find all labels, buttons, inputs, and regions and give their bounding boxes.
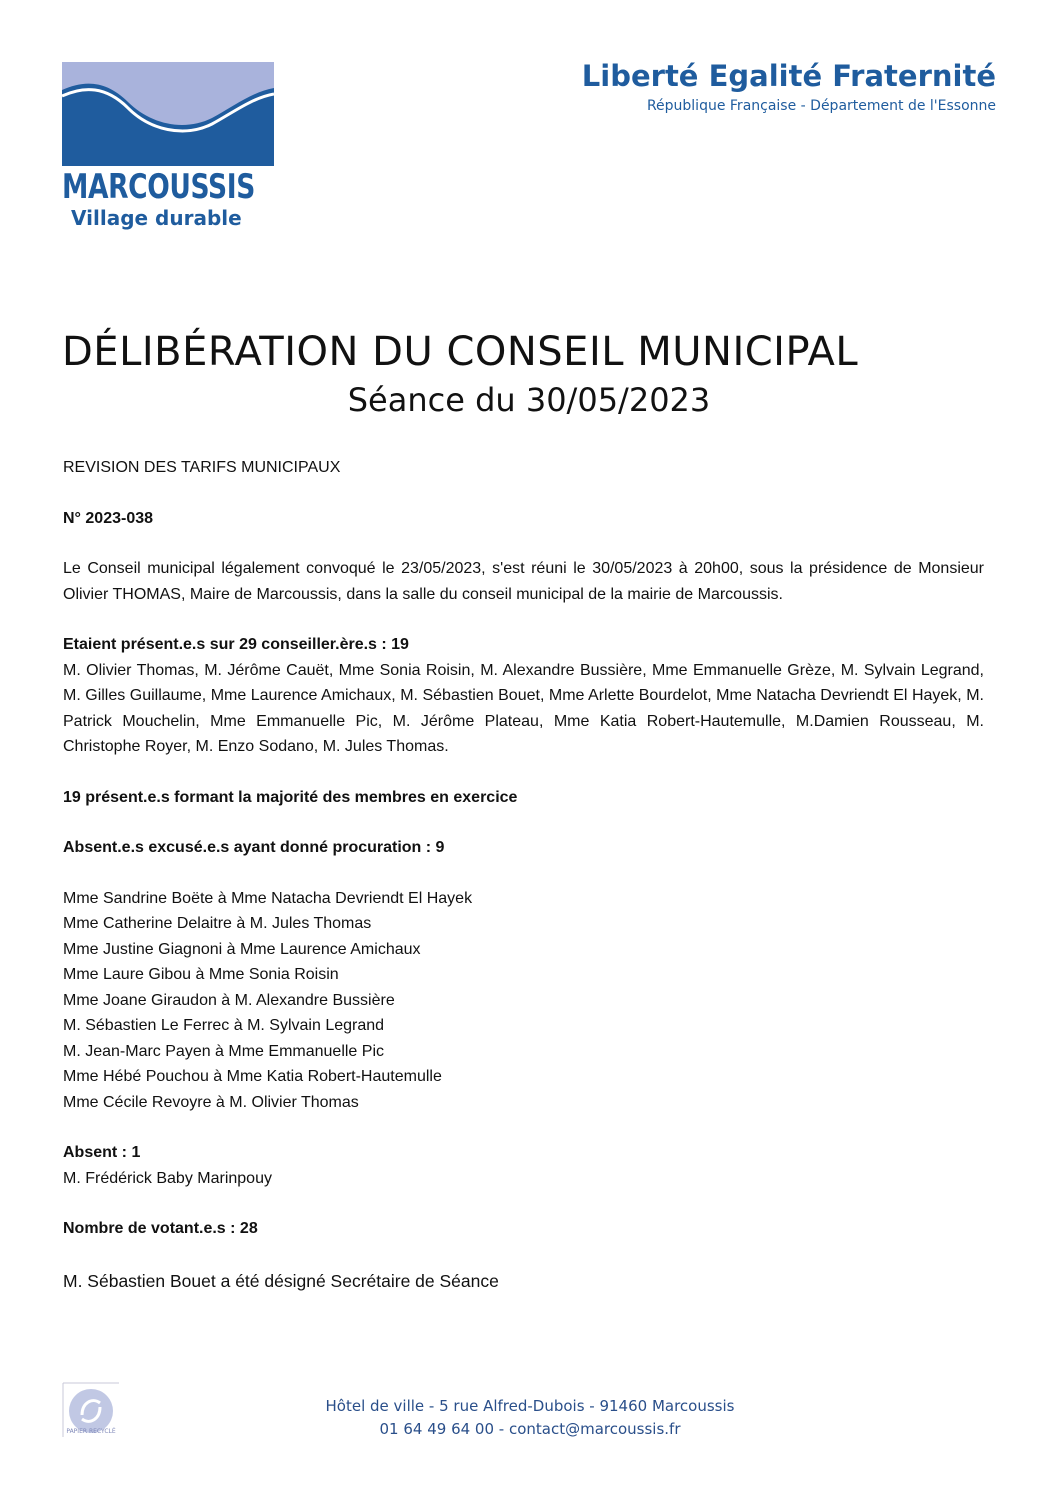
republic-motto	[582, 58, 996, 116]
secretary-designation: M. Sébastien Bouet a été désigné Secrétaire de Séance	[63, 1270, 499, 1291]
voters-count: Nombre de votant.e.s : 28	[63, 1220, 258, 1237]
recycled-paper-icon	[62, 1381, 120, 1439]
list-item: Mme Joane Giraudon à M. Alexandre Bussière	[63, 991, 395, 1009]
majority-statement: 19 présent.e.s formant la majorité des membres en exercice	[63, 788, 518, 806]
logo-town-name: MARCOUSSIS	[62, 167, 255, 207]
list-item: Mme Catherine Delaitre à M. Jules Thomas	[63, 915, 372, 932]
motto-main: Liberté Egalité Fraternité	[581, 59, 996, 93]
deliberation-number: N° 2023-038	[63, 509, 154, 527]
excused-heading: Absent.e.s excusé.e.s ayant donné procuration : 9	[63, 839, 445, 856]
list-item: Mme Sandrine Boëte à Mme Natacha Devriendt El Hayek	[63, 889, 473, 907]
footer	[290, 1395, 770, 1441]
motto-sub: République Française - Département de l'Essonne	[646, 98, 996, 114]
logo-tagline: Village durable	[71, 206, 242, 230]
town-logo	[62, 62, 276, 230]
absent-heading: Absent : 1	[63, 1144, 141, 1161]
list-item: Mme Laure Gibou à Mme Sonia Roisin	[63, 966, 339, 983]
list-item: M. Sébastien Le Ferrec à M. Sylvain Legrand	[63, 1017, 385, 1034]
session-date: Séance du 30/05/2023	[347, 381, 711, 419]
footer-address: Hôtel de ville - 5 rue Alfred-Dubois - 91460 Marcoussis	[325, 1397, 735, 1415]
present-heading: Etaient présent.e.s sur 29 conseiller.ère.s : 19	[63, 636, 409, 653]
list-item: M. Jean-Marc Payen à Mme Emmanuelle Pic	[63, 1042, 384, 1060]
present-list: M. Olivier Thomas, M. Jérôme Cauët, Mme Sonia Roisin, M. Alexandre Bussière, Mme Emmanuelle Grèze, M. Sylvain Legrand, M. Gilles Guillaume, Mme Laurence Amichaux, M. Sébastien Bouet, Mme Arlette Bourdelot, Mme Natacha Devriendt El Hayek, M. Patrick Mouchelin, Mme Emmanuelle Pic, M. Jérôme Plateau, Mme Katia Robert-Hautemulle, M.Damien Rousseau, M. Christophe Royer, M. Enzo Sodano, M. Jules Thomas.	[63, 661, 984, 755]
proxy-list	[63, 886, 984, 1116]
wave-logo-icon	[62, 62, 274, 166]
footer-contact: 01 64 49 64 00 - contact@marcoussis.fr	[379, 1420, 681, 1438]
list-item: Mme Justine Giagnoni à Mme Laurence Amichaux	[63, 940, 421, 958]
list-item: Mme Cécile Revoyre à M. Olivier Thomas	[63, 1093, 359, 1111]
deliberation-subject: REVISION DES TARIFS MUNICIPAUX	[63, 459, 341, 476]
convocation-paragraph: Le Conseil municipal légalement convoqué le 23/05/2023, s'est réuni le 30/05/2023 à 20h00, sous la présidence de Monsieur Olivier THOMAS, Maire de Marcoussis, dans la salle du conseil municipal de la mairie de Marcoussis.	[63, 560, 984, 603]
page-title: DÉLIBÉRATION DU CONSEIL MUNICIPAL	[62, 329, 859, 375]
absent-name: M. Frédérick Baby Marinpouy	[63, 1169, 272, 1187]
deliberation-body	[63, 455, 984, 1294]
list-item: Mme Hébé Pouchou à Mme Katia Robert-Hautemulle	[63, 1068, 442, 1085]
recycle-label: PAPIER RECYCLÉ	[66, 1428, 116, 1435]
